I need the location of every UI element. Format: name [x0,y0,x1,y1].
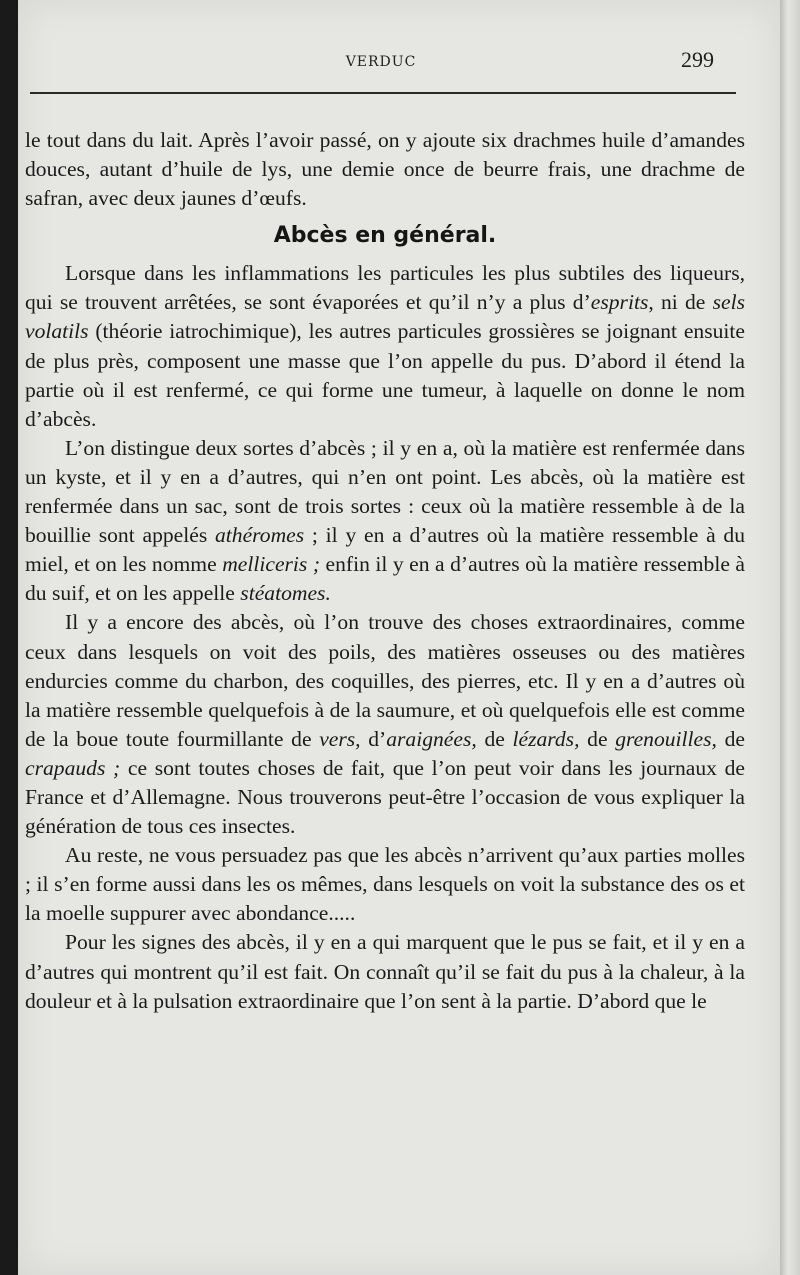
body-text [25,126,745,1016]
paragraph [25,434,745,609]
italic-text: grenouilles, [615,726,717,751]
text-run: de [716,726,745,751]
text-run: ce sont toutes choses de fait, que l’on peut voir dans les journaux de France et d’Allemagne. Nous trouverons peut-être l’occasion de vous expliquer la génération de tous ces insectes. [25,755,745,839]
running-title: VERDUC [345,54,417,70]
text-run: Il y a encore des abcès, où l’on trouve des choses extraordinaires, comme ceux dans lesquels on voit des poils, des matières osseuses ou des matières endurcies comme du charbon, des coquilles, des pierres, etc. Il y en a d’autres où la matière ressemble quelquefois à de la saumure, et où quelquefois elle est comme de la boue toute fourmillante de [25,610,745,751]
text-run: de [579,726,616,751]
italic-text: lézards, [512,726,580,751]
header-rule [30,92,736,94]
text-run: Au reste, ne vous persuadez pas que les abcès n’arrivent qu’aux parties molles ; il s’en forme aussi dans les os mêmes, dans lesquels on voit la substance des os et la moelle suppurer avec abondance..... [25,843,745,926]
paragraph [25,841,745,928]
paragraph [25,259,745,434]
italic-text: sels volatils [25,290,745,344]
italic-text: crapauds ; [25,755,121,780]
italic-text: araignées, [386,726,477,751]
italic-text: stéatomes. [240,581,331,606]
paragraph [25,928,745,1015]
section-heading: Abcès en général. [273,223,497,249]
text-run: Pour les signes des abcès, il y en a qui marquent que le pus se fait, et il y en a d’autres qui montrent qu’il est fait. On connaît qu’il se fait du pus à la chaleur, à la douleur et à la pulsation extraordinaire que l’on sent à la partie. D’abord que le [25,930,745,1013]
text-run: de [476,726,513,751]
text-run: d’ [360,726,387,751]
paragraph [25,608,745,841]
text-run: L’on distingue deux sortes d’abcès ; il y en a, où la matière est renfermée dans un kyste, et il y en a d’autres, qui n’en ont point. Les abcès, où la matière est renfermée dans un sac, sont de trois sortes : ceux où la matière ressemble à de la bouillie sont appelés [25,435,745,548]
page-number: 299 [681,47,714,72]
italic-text: vers, [319,726,361,751]
page-header [30,44,732,74]
paragraph [25,126,745,213]
text-run: , ni de [648,290,713,315]
italic-text: esprits [590,290,649,315]
page-edge [780,0,800,1275]
text-run: (théorie iatrochimique), les autres particules grossières se joignant ensuite de plus près, composent une masse que l’on appelle du pus. D’abord il étend la partie où il est renfermé, ce qui forme une tumeur, à laquelle on donne le nom d’abcès. [25,319,745,431]
text-run: enfin il y en a d’autres où la matière ressemble à du suif, et on les appelle [25,552,745,606]
text-run: ; il y en a d’autres où la matière ressemble à du miel, et on les nomme [25,523,745,577]
text-run: Lorsque dans les inflammations les particules les plus subtiles des liqueurs, qui se trouvent arrêtées, se sont évaporées et qu’il n’y a plus d’ [25,261,745,315]
text-run: le tout dans du lait. Après l’avoir passé, on y ajoute six drachmes huile d’amandes douces, autant d’huile de lys, une demie once de beurre frais, une drachme de safran, avec deux jaunes d’œufs. [25,128,745,211]
italic-text: melliceris ; [222,552,321,577]
italic-text: athéromes [215,523,305,548]
